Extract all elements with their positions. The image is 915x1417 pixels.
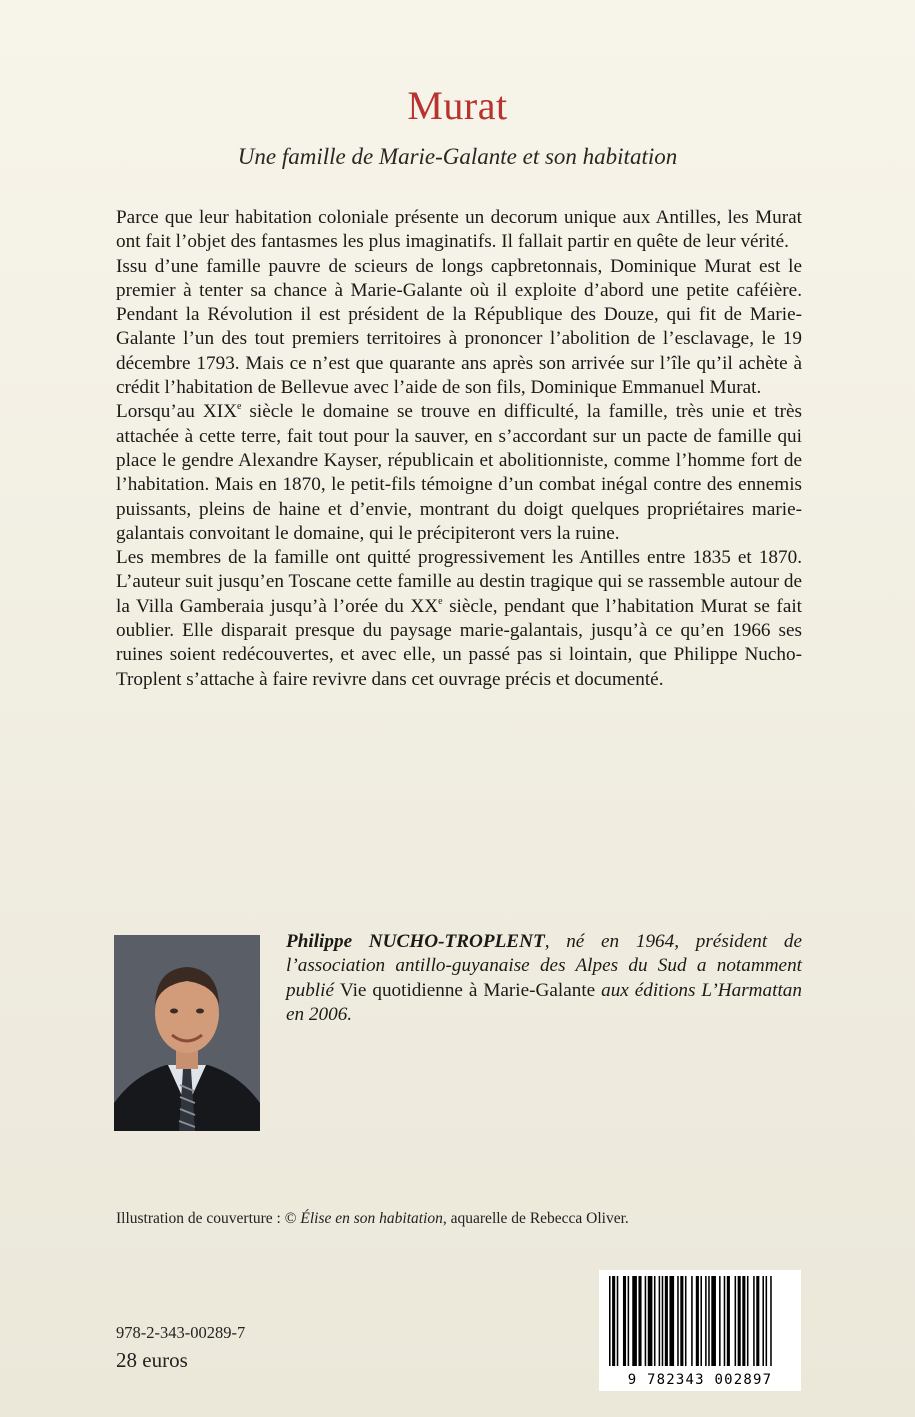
barcode-bar (680, 1276, 683, 1366)
barcode-bar (612, 1276, 615, 1366)
barcode-bar (719, 1276, 721, 1366)
barcode-bar (696, 1276, 699, 1366)
book-title: Murat (407, 83, 508, 128)
barcode-bar (735, 1276, 737, 1366)
barcode-bar (648, 1276, 653, 1366)
cover-illustration-credit (116, 1210, 629, 1228)
barcode-bar (700, 1276, 702, 1366)
summary-paragraph-2: Issu d’une famille pauvre de scieurs de longs capbretonnais, Dominique Murat est le premier à tenter sa chance à Marie-Galante où il exploite d’abord une petite caféière. Pendant la Révolution il est président de la République des Douze, qui fit de Marie-Galante l’un des tout premiers territoires à prononcer l’abolition de l’esclavage, le 19 décembre 1793. Mais ce n’est que quarante ans après son arrivée sur l’île qu’il achète à crédit l’habitation de Bellevue avec l’aide de son fils, Dominique Emmanuel Murat. (116, 255, 802, 399)
century-superscript: e (438, 595, 443, 607)
barcode-bar (753, 1276, 755, 1366)
barcode-bar (685, 1276, 687, 1366)
barcode-bar (628, 1276, 630, 1366)
century-superscript: e (236, 401, 242, 413)
barcode-bar (708, 1276, 710, 1366)
barcode-bar (623, 1276, 626, 1366)
barcode-bar (665, 1276, 668, 1366)
barcode-bar (669, 1276, 674, 1366)
credit-suffix: , aquarelle de Rebecca Oliver. (442, 1210, 629, 1227)
author-bio (286, 930, 802, 1027)
barcode-bar (609, 1276, 611, 1366)
isbn-barcode (599, 1270, 801, 1391)
summary-p3-end: siècle le domaine se trouve en difficulté, la famille, très unie et très attachée à cette terre, fait tout pour la sauver, en s’accordant sur un pacte de famille qui place le gendre Alexandre Kayser, républicain et abolitionniste, comme l’homme fort de l’habitation. Mais en 1870, le petit-fils témoigne d’un combat inégal contre des ennemis puissants, pleins de haine et d’envie, montrant du doigt quelques propriétaires marie-galantais convoitant le domaine, qui le précipiteront vers la ruine. (116, 401, 802, 544)
author-previous-book: Vie quotidienne à Marie-Galante (339, 979, 596, 1001)
barcode-digits: 9 782343 002897 (627, 1372, 773, 1388)
barcode-bar (711, 1276, 716, 1366)
summary-p4-end: siècle, pendant que l’habitation Murat se fait oublier. Elle disparait presque du paysage marie-galantais, jusqu’à ce qu’en 1966 ses ruines soient redécouvertes, et avec elle, un passé pas si lointain, que Philippe Nucho-Troplent s’attache à faire revivre dans cet ouvrage précis et documenté. (116, 595, 802, 690)
barcode-bar (691, 1276, 693, 1366)
barcode-bar (617, 1276, 619, 1366)
barcode-bar (677, 1276, 679, 1366)
barcode-bar (654, 1276, 656, 1366)
barcode-bar (705, 1276, 707, 1366)
isbn: 978-2-343-00289-7 (116, 1323, 246, 1342)
barcode-bar (727, 1276, 730, 1366)
barcode-bar (742, 1276, 745, 1366)
barcode-bar (662, 1276, 664, 1366)
barcode-bar (632, 1276, 637, 1366)
barcode-bar (756, 1276, 759, 1366)
barcode-bar (645, 1276, 647, 1366)
barcode-bar (724, 1276, 726, 1366)
barcode-bar (638, 1276, 641, 1366)
author-bio-publisher: aux éditions L’Harmattan en 2006. (286, 979, 802, 1025)
author-name: Philippe NUCHO-TROPLENT (286, 931, 545, 952)
summary-paragraph-3 (116, 400, 802, 546)
barcode-bar (766, 1276, 768, 1366)
barcode-bar (770, 1276, 772, 1366)
price: 28 euros (116, 1348, 188, 1372)
summary-p3-start: Lorsqu’au XIX (116, 401, 237, 423)
summary-paragraph-4 (116, 546, 802, 692)
back-cover-summary (116, 206, 802, 692)
credit-work-title: Élise en son habitation (300, 1210, 443, 1227)
summary-p4-start: Les membres de la famille ont quitté progressivement les Antilles entre 1835 et 1870. L’auteur suit jusqu’en Toscane cette famille au destin tragique qui se rassemble autour de la Villa Gamberaia jusqu’à l’orée du XX (116, 547, 802, 617)
barcode-bars (599, 1270, 801, 1370)
barcode-bar (747, 1276, 749, 1366)
credit-prefix: Illustration de couverture : © (116, 1210, 301, 1227)
barcode-bar (738, 1276, 741, 1366)
barcode-bar (659, 1276, 661, 1366)
author-bio-text: , né en 1964, président de l’association antillo-guyanaise des Alpes du Sud a notamment publié (286, 931, 802, 1001)
author-photo (114, 935, 260, 1131)
barcode-bar (762, 1276, 764, 1366)
book-subtitle: Une famille de Marie-Galante et son habitation (237, 144, 678, 169)
summary-paragraph-1: Parce que leur habitation coloniale présente un decorum unique aux Antilles, les Murat ont fait l’objet des fantasmes les plus imaginatifs. Il fallait partir en quête de leur vérité. (116, 207, 802, 253)
